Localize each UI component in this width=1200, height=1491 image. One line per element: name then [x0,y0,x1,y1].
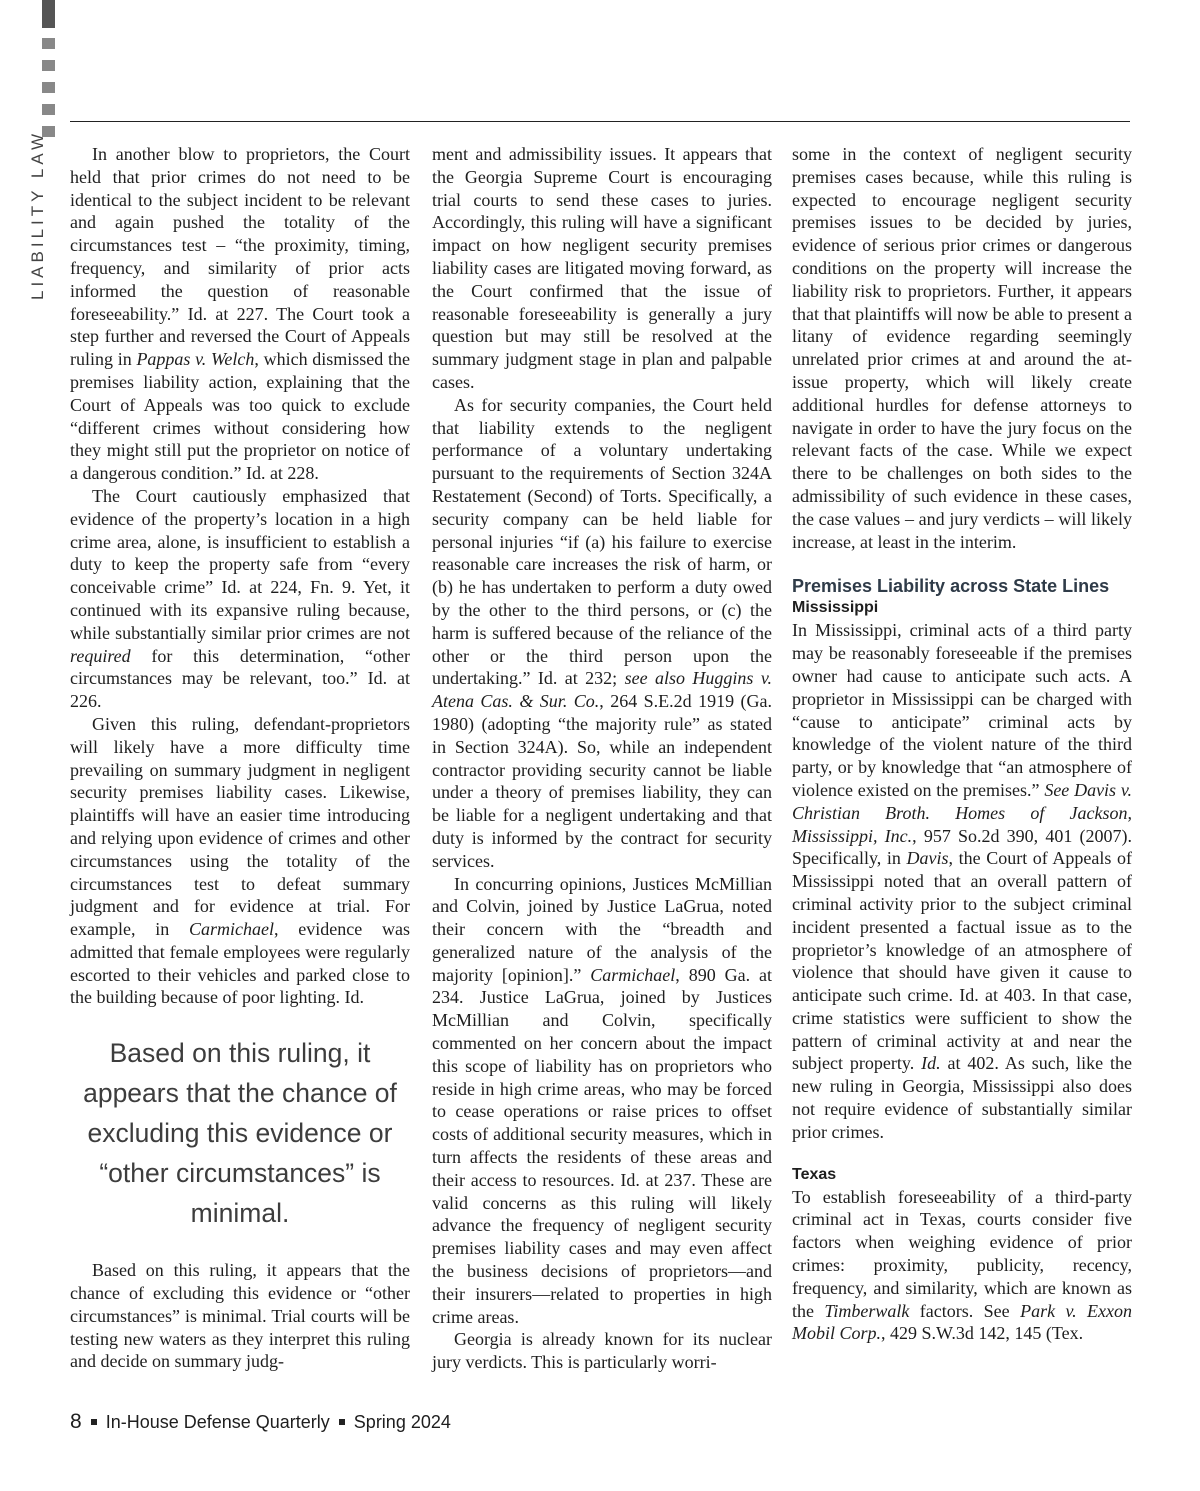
page-number: 8 [70,1410,82,1433]
side-bar-square [42,38,55,49]
side-bar-square [42,82,55,93]
paragraph: The Court cautiously emphasized that evidence of the property’s location in a high crime area, alone, is insufficient to establish a duty to keep the property safe from “every conceivable crime” Id. at 224, Fn. 9. Yet, it continued with its expansive ruling because, while substantially similar prior crimes are not required for this determination, “other circumstances may be relevant, too.” Id. at 226. [70,485,410,712]
footer-bullet [91,1419,97,1425]
subheading-texas: Texas [792,1165,837,1183]
section-heading: Premises Liability across State Lines [792,576,1110,597]
publication-name: In-House Defense Quarterly [105,1412,330,1432]
pull-quote: Based on this ruling, it appears that the chance of excluding this evidence or “other circumstances” is minimal. [83,1038,397,1229]
paragraph: some in the context of negligent security premises cases because, while this ruling is expected to encourage negligent security premises issues to be decided by juries, evidence of serious prior crimes or dangerous conditions on the property will increase the liability risk to proprietors. Further, it appears that that plaintiffs will now be able to present a litany of evidence regarding seemingly unrelated prior crimes at and around the at-issue property, which will likely create additional hurdles for defense attorneys to navigate in order to have the jury focus on the relevant facts of the case. While we expect there to be challenges on both sides to the admissibility of such evidence in these cases, the case values – and jury verdicts – will likely increase, at least in the interim. [792,144,1132,552]
paragraph: To establish foreseeability of a third-party criminal act in Texas, courts consider five factors when weighing evidence of prior crimes: proximity, publicity, recency, frequency, and similarity, which are known as the Timberwalk factors. See Park v. Exxon Mobil Corp., 429 S.W.3d 142, 145 (Tex. [792,1186,1132,1344]
paragraph: Based on this ruling, it appears that the chance of excluding this evidence or “other circumstances” is minimal. Trial courts will be testing new waters as they interpret this ruling and decide on summary judg- [70,1260,410,1372]
case-name: Carmichael [590,964,676,985]
paragraph: Georgia is already known for its nuclear jury verdicts. This is particularly worri- [432,1329,772,1373]
emphasis: required [70,645,131,666]
case-name: Carmichael [189,919,275,940]
paragraph: ment and admissibility issues. It appears that the Georgia Supreme Court is encouraging trial courts to send these cases to juries. Accordingly, this ruling will have a significant impact on how negligent security premises liability cases are litigated moving forward, as the Court confirmed that the issue of reasonable foreseeability is generally a jury question but may still be resolved at the summary judgment stage in plan and palpable cases. [432,144,772,392]
case-citation: see also Huggins v. Atena Cas. & Sur. Co. [432,668,772,712]
side-bar-solid-block [42,0,55,28]
emphasis: Timberwalk [824,1300,910,1321]
paragraph: In another blow to proprietors, the Court held that prior crimes do not need to be identical to the subject incident to be relevant and again pushed the totality of the circumstances test – “the proximity, timing, frequency, and similarity of prior acts informed the question of reasonable foreseeability.” Id. at 227. The Court took a step further and reversed the Court of Appeals ruling in Pappas v. Welch, which dismissed the premises liability action, explaining that the Court of Appeals was too quick to exclude “different crimes without considering how they might still put the proprietor on notice of a dangerous condition.” Id. at 228. [70,144,410,484]
text-column-2 [432,143,772,1374]
text-column-1 [70,143,410,1373]
section-side-label: LIABILITY LAW [28,129,47,300]
case-name: Park v. Exxon Mobil Corp. [792,1300,1132,1344]
case-name: Pappas v. Welch [136,349,255,370]
subheading-mississippi: Mississippi [792,599,879,617]
side-decoration-bar [42,0,55,140]
paragraph: Given this ruling, defendant-proprietors will likely have a more difficulty time prevailing on summary judgment in negligent security premises liability cases. Likewise, plaintiffs will have an easier time introducing and relying upon evidence of crimes and other circumstances using the totality of the circumstances test to defeat summary judgment and for evidence at trial. For example, in Carmichael, evidence was admitted that female employees were regularly escorted to their vehicles and parked close to the building because of poor lighting. Id. [70,713,410,1008]
paragraph: In Mississippi, criminal acts of a third party may be reasonably foreseeable if the premises owner had cause to anticipate such acts. A proprietor in Mississippi can be charged with “cause to anticipate” criminal acts by knowledge of the violent nature of the third party, or by knowledge that “an atmosphere of violence existed on the premises.” See Davis v. Christian Broth. Homes of Jackson, Mississippi, Inc., 957 So.2d 390, 401 (2007). Specifically, in Davis, the Court of Appeals of Mississippi noted that an overall pattern of criminal activity prior to the subject criminal incident presented a factual issue as to the proprietor’s knowledge of an atmosphere of violence that should have given it cause to anticipate such crime. Id. at 403. In that case, crime statistics were sufficient to show the pattern of criminal activity at and near the subject property. Id. at 402. As such, like the new ruling in Georgia, Mississippi also does not require evidence of substantially similar prior crimes. [792,620,1132,1142]
id-citation: Id. [921,1053,941,1074]
case-citation: See Davis v. Christian Broth. Homes of Jackson, Mississippi, Inc. [792,779,1132,846]
text-column-3 [792,143,1132,1345]
header-rule [70,121,1130,122]
case-name: Davis [906,848,949,869]
paragraph: As for security companies, the Court held that liability extends to the negligent performance of a voluntary undertaking pursuant to the requirements of Section 324A Restatement (Second) of Torts. Specifically, a security company can be held liable for personal injuries “if (a) his failure to exercise reasonable care increases the risk of harm, or (b) he has undertaken to perform a duty owed by the other to the third persons, or (c) the harm is suffered because of the reliance of the other or the third person upon the undertaking.” Id. at 232; see also Huggins v. Atena Cas. & Sur. Co., 264 S.E.2d 1919 (Ga. 1980) (adopting “the majority rule” as stated in Section 324A). So, while an independent contractor providing security cannot be liable under a theory of premises liability, they can be liable for a negligent undertaking and that duty is informed by the contract for security services. [432,394,772,871]
paragraph: In concurring opinions, Justices McMillian and Colvin, joined by Justice LaGrua, noted their concern with the “breadth and generalized nature of the analysis of the majority [opinion].” Carmichael, 890 Ga. at 234. Justice LaGrua, joined by Justices McMillian and Colvin, specifically commented on her concern about the impact this scope of liability has on proprietors who reside in high crime areas, who may be forced to cease operations or raise prices to offset costs of additional security measures, which in turn affects the residents of these areas and their access to resources. Id. at 237. These are valid concerns as this ruling will likely advance the frequency of negligent security premises liability cases and may even affect the business decisions of proprietors—and their insurers—related to properties in high crime areas. [432,873,773,1327]
side-bar-square [42,104,55,115]
footer-bullet [339,1419,345,1425]
side-bar-square [42,60,55,71]
issue-date: Spring 2024 [353,1412,451,1432]
page-footer [70,1410,451,1434]
